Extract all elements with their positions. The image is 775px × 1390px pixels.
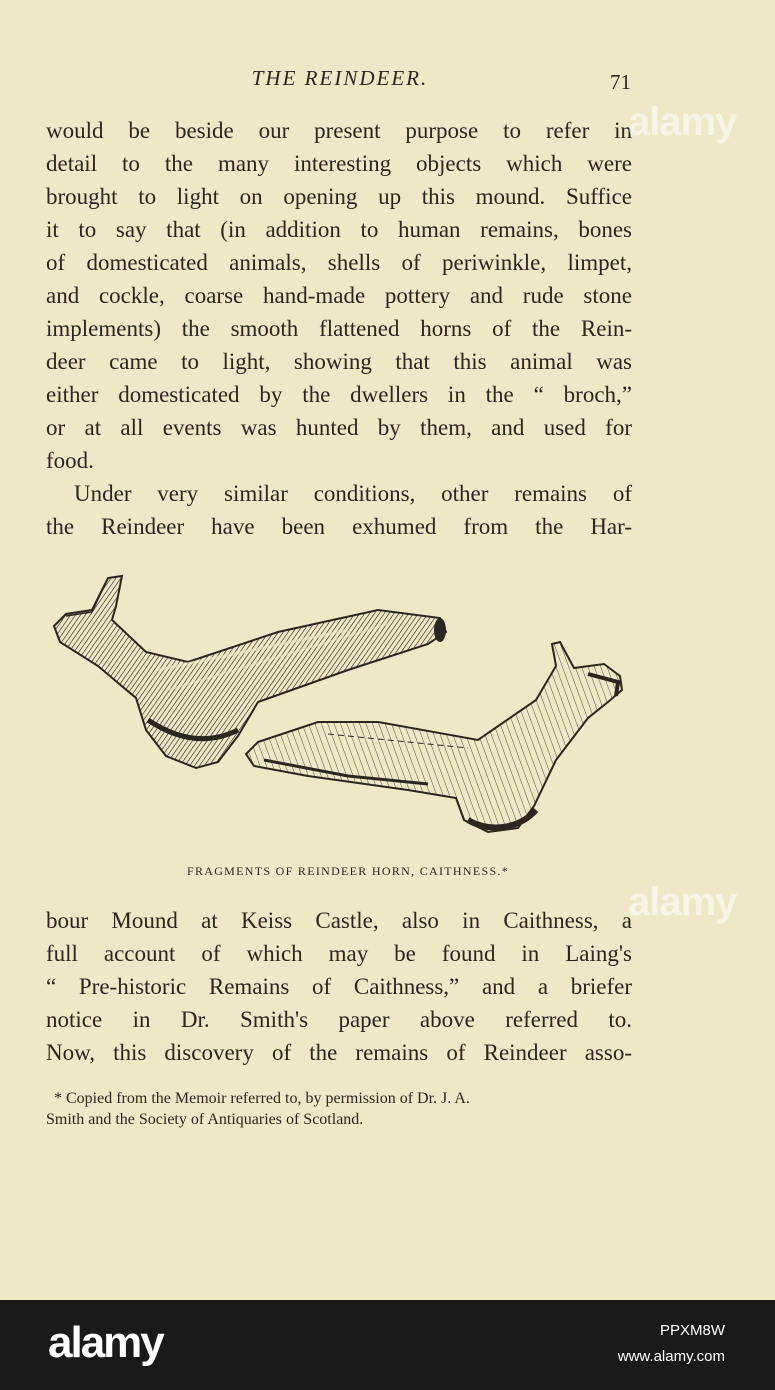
running-head: THE REINDEER. [251,66,429,90]
text-line: it to say that (in addition to human remains, bones [46,217,632,242]
text-line: or at all events was hunted by them, and used for [46,415,632,440]
paragraph-2 [46,477,632,543]
text-line: deer came to light, showing that this animal was [46,349,632,374]
page-header [0,66,775,96]
text-line: Under very similar conditions, other remains of [74,481,632,506]
watermark-logo: alamy [628,100,737,144]
text-line: bour Mound at Keiss Castle, also in Caithness, a [46,908,632,933]
text-line: brought to light on opening up this mound. Suffice [46,184,632,209]
text-line: would be beside our present purpose to refer in [46,118,632,143]
text-line: the Reindeer have been exhumed from the Har- [46,514,632,539]
watermark-logo: alamy [628,880,737,924]
text-line: food. [46,448,94,473]
figure-caption: FRAGMENTS OF REINDEER HORN, CAITHNESS.* [186,864,510,878]
reindeer-horn-drawing [48,570,632,850]
image-id: PPXM8W [659,1322,725,1339]
site-url: www.alamy.com [617,1348,725,1365]
text-line: detail to the many interesting objects which were [46,151,632,176]
text-line: and cockle, coarse hand-made pottery and rude stone [46,283,632,308]
paragraph-1 [46,114,632,477]
text-line: full account of which may be found in Laing's [46,941,632,966]
text-line: of domesticated animals, shells of periwinkle, limpet, [46,250,632,275]
page-number: 71 [610,70,631,94]
footer-bar [0,1300,775,1390]
paragraph-3 [46,904,632,1069]
alamy-logo: alamy [48,1318,163,1367]
text-line: Now, this discovery of the remains of Reindeer asso- [46,1040,632,1065]
footnote-line: * Copied from the Memoir referred to, by permission of Dr. J. A. [54,1090,470,1107]
text-line: “ Pre-historic Remains of Caithness,” and a briefer [46,974,632,999]
antler-illustration [48,570,632,850]
footnote-line: Smith and the Society of Antiquaries of Scotland. [46,1111,364,1128]
footnote [46,1088,640,1130]
text-line: notice in Dr. Smith's paper above referred to. [46,1007,632,1032]
text-line: implements) the smooth flattened horns of the Rein- [46,316,632,341]
text-line: either domesticated by the dwellers in the “ broch,” [46,382,632,407]
